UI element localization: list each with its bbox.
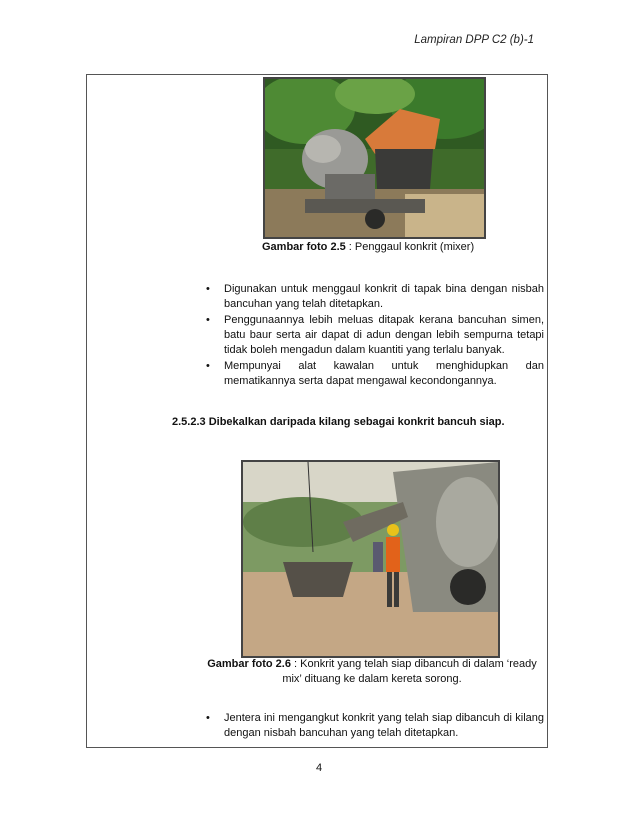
bullet-icon: • [206, 712, 210, 724]
bullet-icon: • [206, 283, 210, 295]
bullet-list-mixer [206, 282, 544, 389]
section-heading: 2.5.2.3 Dibekalkan daripada kilang sebagai konkrit bancuh siap. [172, 416, 505, 428]
list-item-text: Digunakan untuk menggaul konkrit di tapak bina dengan nisbah bancuhan yang telah ditetapkan. [224, 283, 544, 310]
list-item-text: Penggunaannya lebih meluas ditapak kerana bancuhan simen, batu baur serta air dapat di adun dengan lebih sempurna tetapi tidak boleh mengadun dalam kuantiti yang terlalu banyak. [224, 314, 544, 356]
bullet-list-truck [206, 711, 544, 741]
caption-label: Gambar foto 2.5 [262, 241, 346, 253]
ready-mix-truck-photo [241, 460, 500, 658]
bullet-icon: • [206, 314, 210, 326]
caption-text: : Penggaul konkrit (mixer) [345, 241, 475, 253]
page-header: Lampiran DPP C2 (b)-1 [414, 34, 534, 46]
concrete-mixer-photo [263, 77, 486, 239]
list-item-text: Mempunyai alat kawalan untuk menghidupkan dan mematikannya serta dapat mengawal kecondongannya. [224, 360, 544, 387]
list-item-text: Jentera ini mengangkut konkrit yang telah siap dibancuh di kilang dengan nisbah bancuhan yang telah ditetapkan. [224, 712, 544, 739]
list-item [206, 711, 544, 741]
list-item [206, 359, 544, 389]
caption-label: Gambar foto 2.6 [207, 658, 291, 670]
bullet-icon: • [206, 360, 210, 372]
list-item [206, 313, 544, 358]
caption-text: : Konkrit yang telah siap dibancuh di dalam ‘ready mix’ dituang ke dalam kereta sorong. [282, 658, 537, 685]
page-number: 4 [315, 762, 323, 774]
figure-caption-2-6 [200, 657, 544, 687]
list-item [206, 282, 544, 312]
figure-caption-2-5 [262, 240, 474, 255]
